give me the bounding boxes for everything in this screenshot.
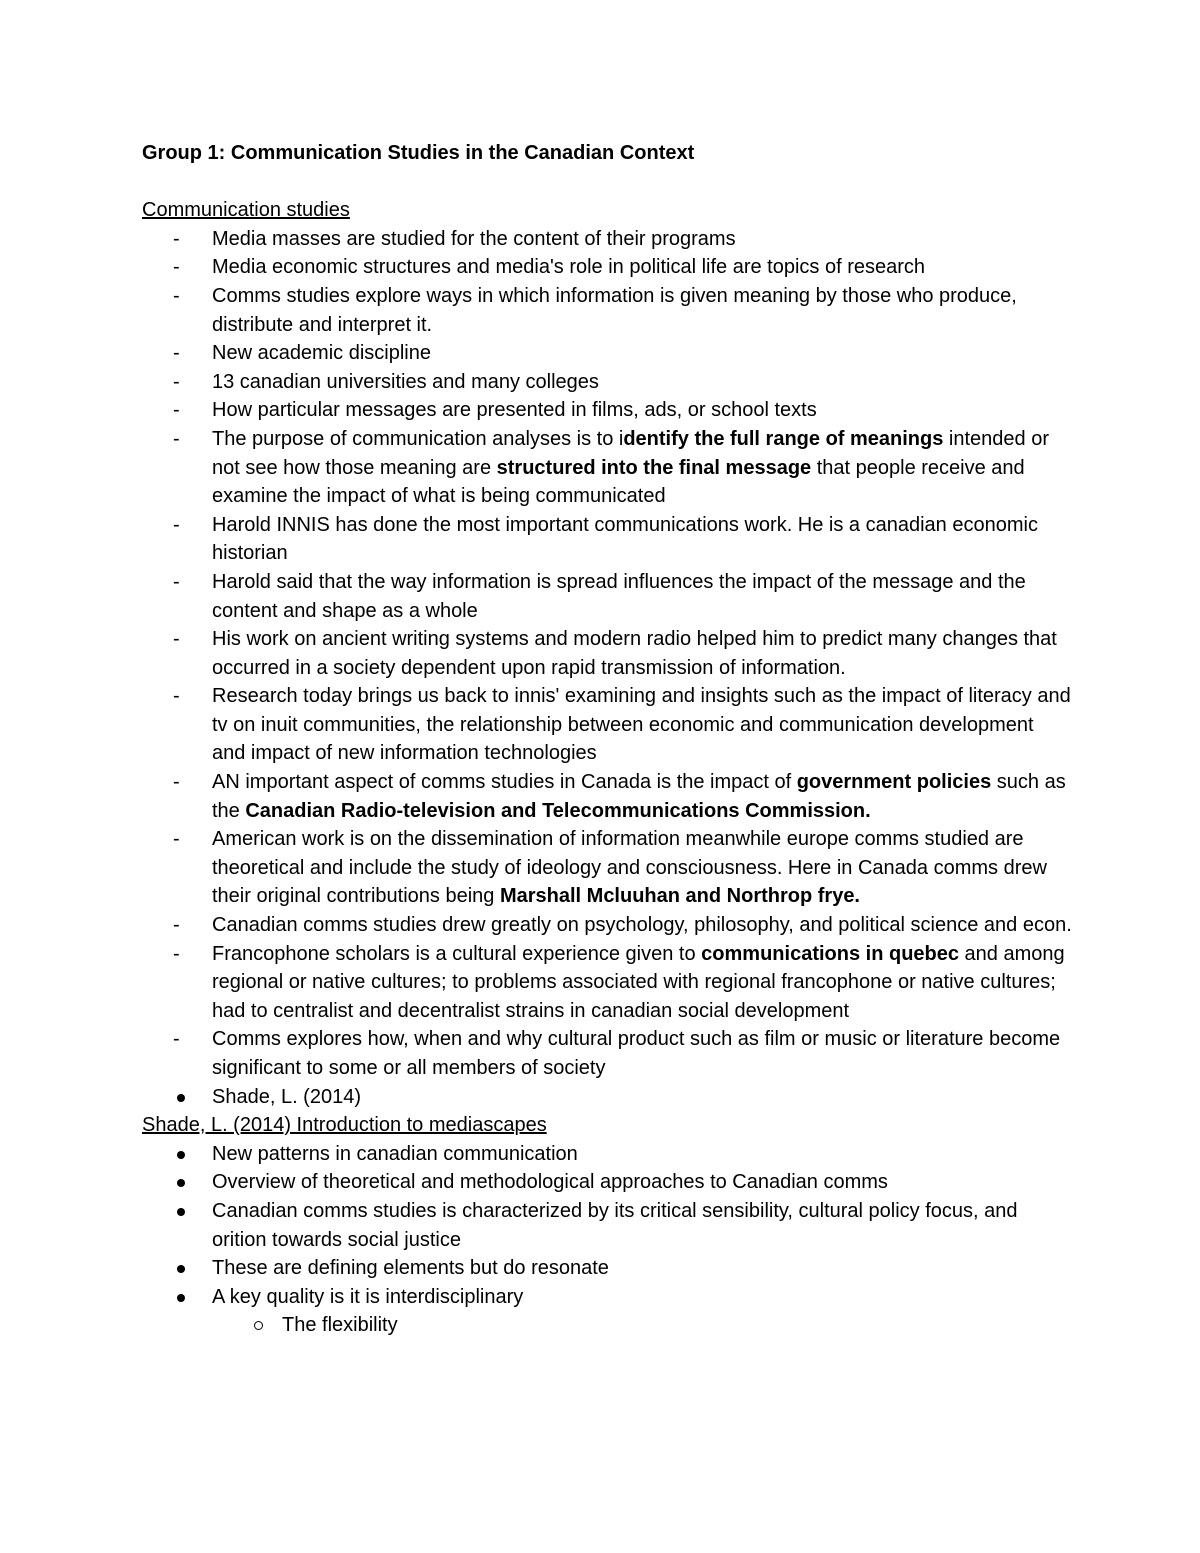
list-item <box>142 339 1072 368</box>
bold-text: Marshall Mcluuhan and Northrop frye. <box>499 885 860 908</box>
list-item <box>142 282 1072 339</box>
dash-marker-icon <box>173 282 193 311</box>
section1-bullet-list <box>142 1083 1072 1112</box>
section2-list <box>142 1140 1072 1340</box>
section1-list <box>142 225 1072 1083</box>
text-run: such as the <box>212 771 1066 822</box>
dash-marker-icon <box>173 339 193 368</box>
bold-text: dentify the full range of meanings <box>623 427 944 450</box>
list-item <box>142 1083 1072 1112</box>
section-heading-shade: Shade, L. (2014) Introduction to mediascapes <box>142 1114 547 1137</box>
bullet-icon <box>177 1265 185 1273</box>
section-heading-communication-studies: Communication studies <box>142 199 350 222</box>
list-item-text: His work on ancient writing systems and modern radio helped him to predict many changes that occurred in a society dependent upon rapid transmission of information. <box>212 628 1057 679</box>
list-item <box>142 625 1072 682</box>
list-item <box>142 396 1072 425</box>
list-item <box>142 1197 1072 1254</box>
list-item <box>142 225 1072 254</box>
text-run: Francophone scholars is a cultural experience given to <box>212 942 702 965</box>
list-item-text: Shade, L. (2014) <box>212 1085 361 1108</box>
list-item-text: Media economic structures and media's role in political life are topics of research <box>212 256 926 279</box>
dash-marker-icon <box>173 396 193 425</box>
list-item <box>142 825 1072 911</box>
list-item-text <box>212 428 1049 507</box>
bullet-icon <box>177 1208 185 1216</box>
list-item-text: Overview of theoretical and methodological approaches to Canadian comms <box>212 1171 888 1194</box>
list-item <box>142 1140 1072 1169</box>
list-item-text: 13 canadian universities and many colleges <box>212 370 599 393</box>
dash-marker-icon <box>173 768 193 797</box>
list-item <box>142 911 1072 940</box>
list-item-text: Harold INNIS has done the most important communications work. He is a canadian economic historian <box>212 513 1038 565</box>
document-content <box>142 139 1072 1340</box>
list-item <box>142 940 1072 1026</box>
list-item <box>142 368 1072 397</box>
bullet-icon <box>177 1094 185 1102</box>
list-item-text <box>212 943 1065 1022</box>
dash-marker-icon <box>173 825 193 854</box>
list-item-text: How particular messages are presented in films, ads, or school texts <box>212 399 817 422</box>
bold-text: Canadian Radio-television and Telecommunications Commission. <box>245 799 871 822</box>
sub-list-item <box>212 1311 1072 1340</box>
dash-marker-icon <box>173 911 193 940</box>
blank-line <box>142 168 1072 197</box>
list-item-text: Comms explores how, when and why cultural product such as film or music or literature become significant to some or all members of society <box>212 1028 1061 1079</box>
list-item <box>142 768 1072 825</box>
dash-marker-icon <box>173 368 193 397</box>
sub-list-item-text: The flexibility <box>282 1314 398 1337</box>
bold-text: structured into the final message <box>496 456 812 479</box>
bold-text: communications in quebec <box>701 942 959 965</box>
list-item <box>142 1254 1072 1283</box>
circle-bullet-icon <box>254 1321 263 1330</box>
list-item-text: Harold said that the way information is spread influences the impact of the message and the content and shape as a whole <box>212 570 1026 622</box>
bullet-icon <box>177 1294 185 1302</box>
list-item-text: These are defining elements but do resonate <box>212 1257 609 1280</box>
text-run: that people receive and examine the impact of what is being communicated <box>212 456 1025 508</box>
text-run: intended or not see how those meaning are <box>212 427 1049 479</box>
list-item-text: New academic discipline <box>212 342 431 365</box>
dash-marker-icon <box>173 1025 193 1054</box>
dash-marker-icon <box>173 940 193 969</box>
list-item-text: Canadian comms studies is characterized by its critical sensibility, cultural policy focus, and orition towards social justice <box>212 1199 1018 1251</box>
list-item-text: Canadian comms studies drew greatly on psychology, philosophy, and political science and econ. <box>212 914 1072 937</box>
dash-marker-icon <box>173 511 193 540</box>
dash-marker-icon <box>173 625 193 654</box>
bold-text: government policies <box>796 771 992 794</box>
text-run: American work is on the dissemination of information meanwhile europe comms studied are theoretical and include the study of ideology and consciousness. Here in Canada comms drew their original contributions being <box>212 828 1047 908</box>
dash-marker-icon <box>173 225 193 254</box>
list-item-text: A key quality is it is interdisciplinary <box>212 1285 524 1308</box>
list-item <box>142 568 1072 625</box>
list-item-text <box>212 828 1047 907</box>
dash-marker-icon <box>173 253 193 282</box>
dash-marker-icon <box>173 682 193 711</box>
list-item-text: Media masses are studied for the content of their programs <box>212 227 736 250</box>
list-item-text: Comms studies explore ways in which information is given meaning by those who produce, distribute and interpret it. <box>212 284 1017 336</box>
list-item <box>142 1025 1072 1082</box>
list-item <box>142 1168 1072 1197</box>
bullet-icon <box>177 1151 185 1159</box>
list-item-text <box>212 771 1066 822</box>
list-item <box>142 253 1072 282</box>
list-item <box>142 511 1072 568</box>
text-run: AN important aspect of comms studies in Canada is the impact of <box>212 771 797 794</box>
list-item-text: Research today brings us back to innis' examining and insights such as the impact of literacy and tv on inuit communities, the relationship between economic and communication development and impact of new information technologies <box>212 685 1071 765</box>
text-run: The purpose of communication analyses is to i <box>212 427 624 450</box>
list-item-text: New patterns in canadian communication <box>212 1142 578 1165</box>
dash-marker-icon <box>173 568 193 597</box>
list-item <box>142 425 1072 511</box>
page-title: Group 1: Communication Studies in the Canadian Context <box>142 142 695 164</box>
sub-list <box>212 1311 1072 1340</box>
dash-marker-icon <box>173 425 193 454</box>
list-item <box>142 1283 1072 1340</box>
list-item <box>142 682 1072 768</box>
text-run: and among regional or native cultures; to problems associated with regional francophone or native cultures; had to centralist and decentralist strains in canadian social development <box>212 942 1065 1022</box>
bullet-icon <box>177 1179 185 1187</box>
